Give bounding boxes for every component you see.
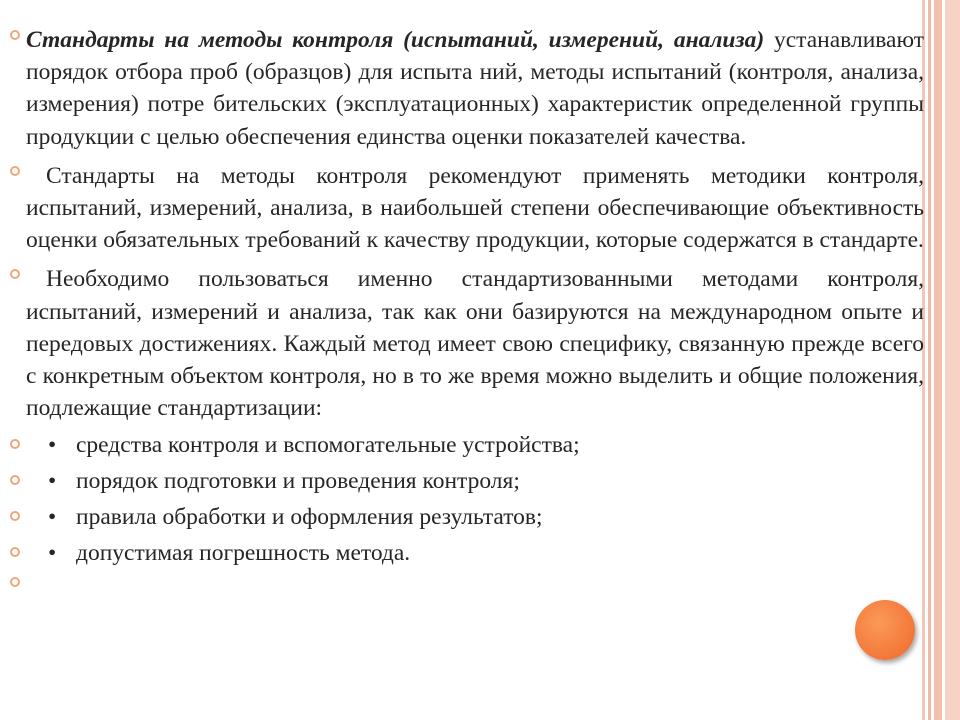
paragraph-methods-standards — [26, 24, 924, 153]
bullet-ring-icon — [10, 30, 20, 40]
stripe — [934, 0, 942, 720]
bullet-ring-icon — [10, 166, 20, 176]
stripe — [945, 0, 960, 720]
list-item — [26, 535, 924, 571]
paragraph-text: устанавливают порядок отбора проб (образцов) для испыта ний, методы испытаний (контроля, анализа, измерения) потре бительских (эксплуатационных) характеристик определенной группы продукции с целью обеспечения единства оценки показателей качества. — [26, 27, 925, 150]
paragraph-necessity — [26, 263, 924, 424]
list-dot: • — [48, 468, 57, 495]
bullet-ring-icon — [10, 439, 20, 449]
bullet-ring-icon — [10, 269, 20, 279]
slide-body — [26, 24, 924, 595]
list-item — [26, 463, 924, 499]
list-item-text: правила обработки и оформления результатов; — [76, 504, 543, 531]
decorative-stripes — [922, 0, 960, 720]
list-dot: • — [48, 432, 57, 459]
paragraph-text: Необходимо пользоваться именно стандартизованными методами контроля, испытаний, измерений и анализа, так как они базируются на международном опыте и передовых достижениях. Каждый метод имеет свою специфику, связанную прежде всего с конкретным объектом контроля, но в то же время можно выделить и общие положения, подлежащие стандартизации: — [26, 266, 924, 422]
standardization-list — [26, 427, 924, 595]
decorative-orange-circle — [855, 600, 915, 660]
bullet-ring-icon — [10, 475, 20, 485]
paragraph-text: Стандарты на методы контроля рекомендуют применять методики контроля, испытаний, измерений, анализа, в наибольшей степени обеспечивающие объективность оценки обязательных требований к качеству продукции, которые содержатся в стандарте. — [26, 162, 924, 254]
list-dot: • — [48, 540, 57, 567]
list-item-text: средства контроля и вспомогательные устройства; — [76, 432, 580, 459]
list-item-text: порядок подготовки и проведения контроля; — [76, 468, 520, 495]
emphasis-text: Стандарты на методы контроля (испытаний, измерений, анализа) — [26, 27, 765, 53]
stripe — [928, 0, 931, 720]
bullet-ring-icon — [10, 511, 20, 521]
bullet-ring-icon — [10, 577, 20, 587]
empty-list-item — [26, 571, 924, 595]
list-item-text: допустимая погрешность метода. — [76, 540, 411, 567]
list-item — [26, 499, 924, 535]
paragraph-recommendation — [26, 160, 924, 257]
bullet-ring-icon — [10, 547, 20, 557]
list-item — [26, 427, 924, 463]
list-dot: • — [48, 504, 57, 531]
